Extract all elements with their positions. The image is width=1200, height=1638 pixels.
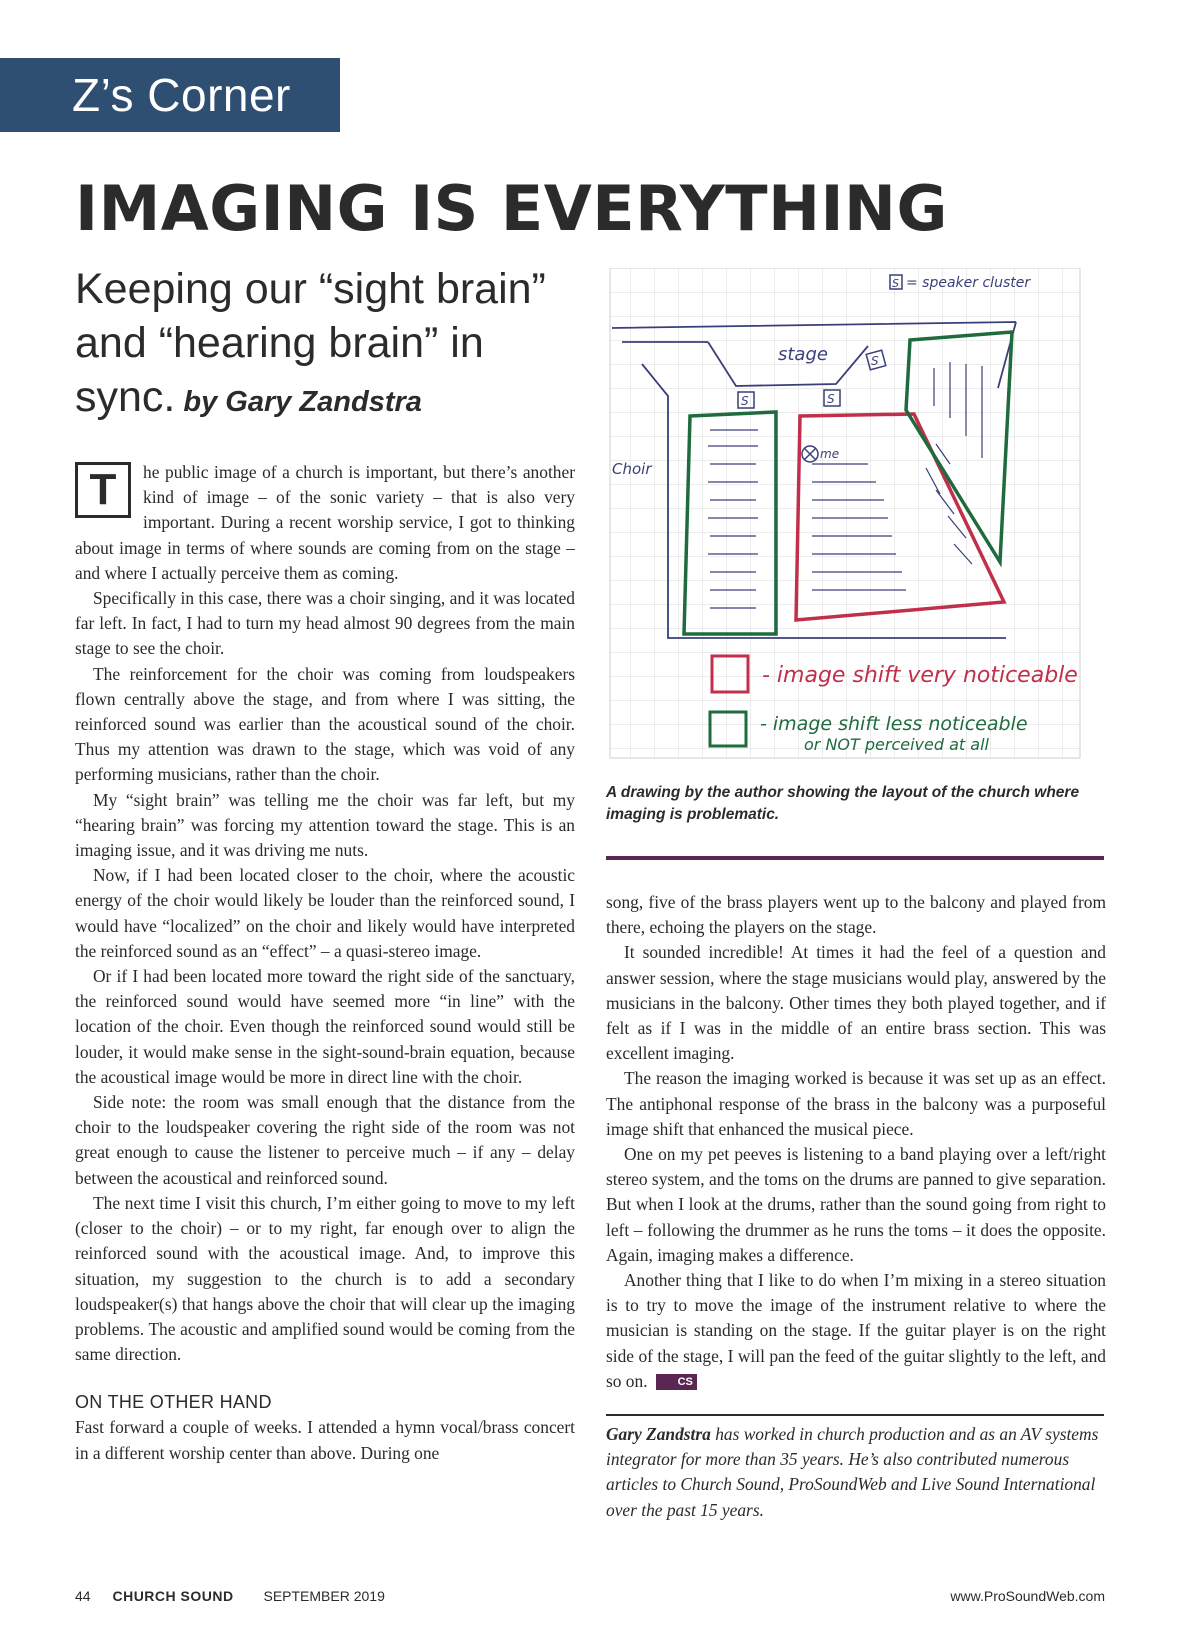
stage-label: stage (778, 344, 828, 365)
paragraph: song, five of the brass players went up to the balcony and played from there, echoing the players on the stage. (606, 892, 1106, 938)
subhead-text: Keeping our “sight brain” and “hearing brain” in sync. (75, 265, 546, 421)
speaker-key-label: = speaker cluster (906, 275, 1031, 291)
speaker-mark: S (871, 354, 879, 368)
church-layout-drawing (606, 268, 1106, 768)
key-red-label: - image shift very noticeable (762, 663, 1078, 688)
paragraph (75, 460, 575, 586)
key-green-label-2: or NOT perceived at all (804, 735, 989, 754)
key-green-label: - image shift less noticeable (760, 713, 1028, 735)
page-number: 44 (75, 1588, 91, 1604)
paragraph: Fast forward a couple of weeks. I attended a hymn vocal/brass concert in a different worship center than above. During one (75, 1417, 575, 1463)
me-label: me (820, 447, 840, 461)
bio-text: has worked in church production and as an AV systems integrator for more than 35 years. He’s also contributed numerous articles to Church Sound, ProSoundWeb and Live Sound International over the past 15 years. (606, 1424, 1099, 1520)
right-column (606, 890, 1106, 1394)
subsection-heading: ON THE OTHER HAND (75, 1392, 272, 1413)
website-link[interactable]: www.ProSoundWeb.com (950, 1588, 1105, 1604)
author-name: Gary Zandstra (606, 1424, 711, 1444)
speaker-key-s: S (892, 277, 899, 290)
paragraph: Side note: the room was small enough that the distance from the choir to the loudspeaker covering the right side of the room was not great enough to cause the listener to perceive much – if any – delay between the acoustical and reinforced sound. (75, 1092, 575, 1188)
speaker-mark: S (741, 394, 749, 408)
paragraph-text: Another thing that I like to do when I’m mixing in a stereo situation is to try to move the image of the instrument relative to where the musician is standing on the stage. If the guitar player is on the right side of the stage, I will pan the feed of the guitar slightly to the left, and so on. (606, 1270, 1106, 1391)
figure (606, 268, 1106, 826)
left-column (75, 460, 575, 1466)
paragraph: My “sight brain” was telling me the choir was far left, but my “hearing brain” was forcing my attention toward the stage. This is an imaging issue, and it was driving me nuts. (75, 789, 575, 861)
paragraph: It sounded incredible! At times it had the feel of a question and answer session, where the stage musicians would play, answered by the musicians in the balcony. Other times they both played together, and if felt as if I was in the middle of an entire brass section. This was excellent imaging. (606, 942, 1106, 1064)
magazine-name: CHURCH SOUND (112, 1588, 234, 1604)
figure-caption: A drawing by the author showing the layout of the church where imaging is problematic. (606, 784, 1080, 823)
headline: IMAGING IS EVERYTHING (75, 172, 948, 245)
bio-rule (606, 1414, 1104, 1416)
paragraph: Or if I had been located more toward the right side of the sanctuary, the reinforced sound would have seemed more “in line” with the location of the choir. Even though the reinforced sound would still be louder, it would make sense in the sight-sound-brain equation, because the acoustical image would be more in direct line with the choir. (75, 966, 575, 1087)
drop-cap: T (75, 462, 131, 518)
speaker-mark: S (827, 392, 835, 406)
paragraph: Specifically in this case, there was a choir singing, and it was located far left. In fact, I had to turn my head almost 90 degrees from the main stage to see the choir. (75, 588, 575, 659)
choir-label: Choir (612, 460, 652, 478)
paragraph: The reason the imaging worked is because it was set up as an effect. The antiphonal response of the brass in the balcony was a purposeful image shift that enhanced the musical piece. (606, 1068, 1106, 1139)
caption-rule (606, 856, 1104, 860)
section-tab: Z’s Corner (0, 58, 340, 132)
paragraph-text: he public image of a church is important, but there’s another kind of image – of the sonic variety – that is also very important. During a recent worship service, I got to thinking about image in terms of where sounds are coming from on the stage – and where I actually perceive them as coming. (75, 462, 575, 583)
paragraph (606, 1268, 1106, 1394)
paragraph: The reinforcement for the choir was coming from loudspeakers flown centrally above the stage, and from where I was sitting, the reinforced sound was earlier than the acoustical sound of the choir. Thus my attention was drawn to the stage, which was void of any performing musicians, rather than the choir. (75, 663, 575, 785)
subhead (75, 262, 595, 429)
end-mark: CS (656, 1374, 697, 1390)
paragraph: The next time I visit this church, I’m either going to move to my left (closer to the choir) – or to my right, far enough over to align the reinforced sound with the acoustical image. And, to improve this situation, my suggestion to the church is to add a secondary loudspeaker(s) that hangs above the choir that will clear up the imaging problems. The acoustic and amplified sound would be coming from the same direction. (75, 1192, 575, 1365)
page-footer (75, 1588, 1105, 1610)
byline: by Gary Zandstra (183, 386, 422, 418)
paragraph: One on my pet peeves is listening to a band playing over a left/right stereo system, and the toms on the drums are panned to give separation. But when I look at the drums, rather than the sound going from right to left – following the drummer as he runs the toms – it does the opposite. Again, imaging makes a difference. (606, 1144, 1106, 1265)
author-bio (606, 1422, 1106, 1523)
issue-date: SEPTEMBER 2019 (263, 1588, 385, 1604)
paragraph: Now, if I had been located closer to the choir, where the acoustic energy of the choir would likely be louder than the reinforced sound, I would have “localized” on the choir and likely would have interpreted the reinforced sound as an “effect” – a quasi-stereo image. (75, 865, 575, 961)
